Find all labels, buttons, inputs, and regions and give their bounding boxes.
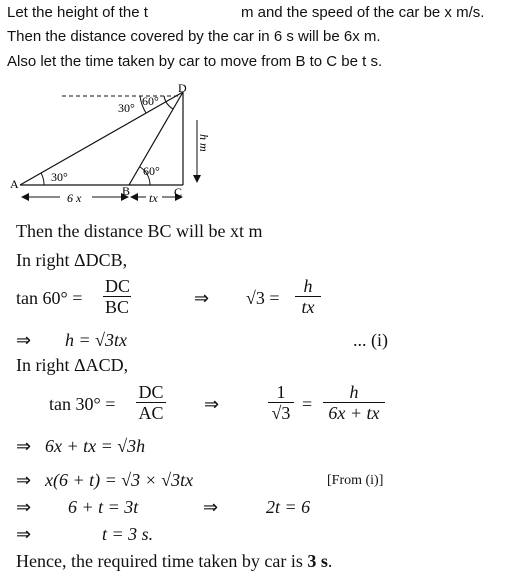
implies-arrow-2: ⇒	[16, 330, 32, 350]
dist-ab-label: 6 x	[67, 191, 82, 205]
implies-arrow-4: ⇒	[16, 436, 32, 456]
equation-factor: x(6 + t) = √3 × √3tx	[45, 470, 194, 490]
implies-arrow-6: ⇒	[16, 497, 32, 517]
equation-tag-i: ... (i)	[353, 330, 388, 350]
tan30-rhs-fraction	[323, 382, 385, 423]
solution-line-acd: In right ΔACD,	[16, 355, 129, 375]
equation-h: h = √3tx	[65, 330, 128, 350]
conclusion-line	[16, 551, 332, 572]
angle-b-60-label: 60°	[143, 164, 160, 178]
implies-arrow-8: ⇒	[16, 524, 32, 544]
solution-line-dcb: In right ΔDCB,	[16, 250, 128, 270]
tan60-numerator: DC	[105, 276, 131, 296]
equation-tag-from-i: [From (i)]	[327, 473, 384, 488]
tan30-fraction	[136, 382, 166, 423]
intro-line-1	[7, 4, 484, 21]
tan60-rhs-denominator: tx	[301, 297, 315, 317]
point-b-label: B	[122, 184, 131, 198]
angle-arc-a	[41, 173, 44, 185]
tan60-rhs-fraction	[295, 276, 321, 317]
conclusion-text: Hence, the required time taken by car is	[16, 551, 308, 571]
intro-line-1-part-a: Let the height of the t	[7, 4, 148, 21]
tan30-numerator: DC	[136, 382, 166, 403]
intro-line-1-part-b: m and the speed of the car be x m/s.	[240, 4, 485, 21]
equation-simplified: 6 + t = 3t	[68, 497, 139, 517]
point-d-label: D	[178, 81, 187, 95]
implies-arrow-1: ⇒	[194, 288, 210, 308]
tan30-mid-denominator: √3	[271, 403, 291, 423]
tan30-rhs-numerator: h	[323, 382, 385, 403]
tan30-equals: =	[302, 394, 313, 414]
tan60-lhs: tan 60° =	[16, 288, 83, 308]
tan30-mid-fraction	[268, 382, 294, 423]
dist-bc-label: tx	[149, 191, 158, 205]
intro-line-3: Also let the time taken by car to move from B to C be t s.	[7, 53, 383, 70]
equation-sum: 6x + tx = √3h	[45, 436, 146, 456]
point-c-label: C	[174, 185, 183, 199]
intro-line-2: Then the distance covered by the car in 6 s will be 6x m.	[7, 28, 381, 45]
point-a-label: A	[10, 177, 19, 191]
equation-2t: 2t = 6	[266, 497, 311, 517]
tan60-denominator: BC	[104, 297, 129, 317]
angle-top-60-label: 60°	[142, 94, 159, 108]
conclusion-period: .	[327, 551, 333, 571]
implies-arrow-7: ⇒	[203, 497, 219, 517]
equation-result: t = 3 s.	[102, 524, 154, 544]
conclusion-answer: 3 s	[307, 551, 328, 571]
implies-arrow-5: ⇒	[16, 470, 32, 490]
tan30-mid-numerator: 1	[268, 382, 294, 403]
tan60-rhs: √3 =	[246, 288, 280, 308]
angle-a-30-label: 30°	[51, 170, 68, 184]
tan60-rhs-numerator: h	[295, 276, 321, 297]
tan30-denominator: AC	[138, 403, 164, 423]
height-label: h m	[197, 134, 211, 152]
tan30-lhs: tan 30° =	[49, 394, 116, 414]
angle-top-30-label: 30°	[118, 101, 135, 115]
tan60-fraction	[103, 276, 131, 317]
solution-line-bc: Then the distance BC will be xt m	[16, 221, 263, 241]
tan30-rhs-denominator: 6x + tx	[328, 403, 380, 423]
geometry-figure	[0, 80, 230, 210]
implies-arrow-3: ⇒	[204, 394, 220, 414]
